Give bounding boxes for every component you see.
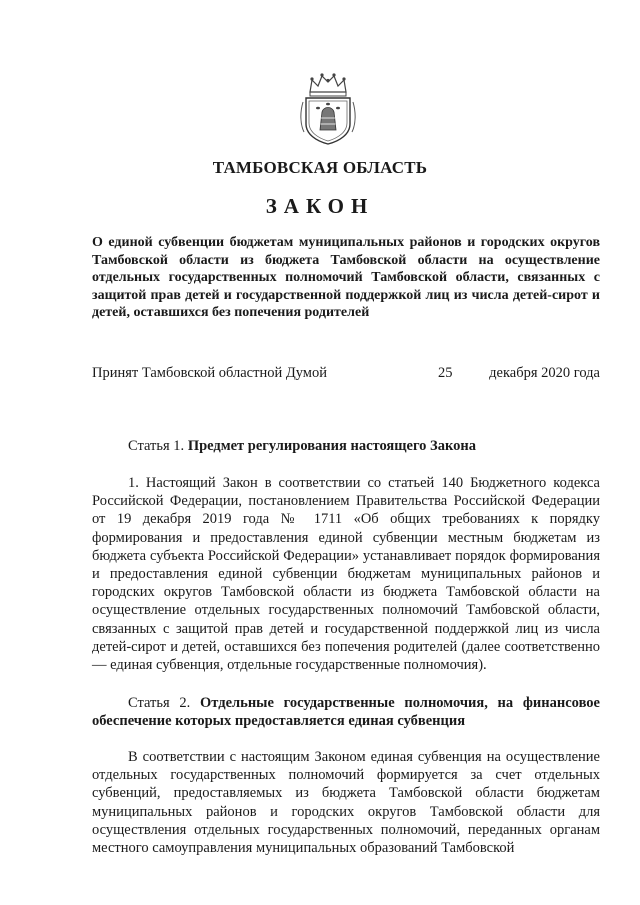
adoption-day: 25	[438, 365, 453, 381]
article-1-paragraph: 1. Настоящий Закон в соответствии со статьей 140 Бюджетного кодекса Российской Федерации, постановлением Правительства Российской Федерации от 19 декабря 2019 года № 1711 «Об общих требованиях к порядку формирования и предоставления единой субвенции местным бюджетам из бюджета субъекта Российской Федерации» устанавливает порядок формирования и предоставления единой субвенции бюджетам муниципальных районов и городских округов Тамбовской области из бюджета Тамбовской области на осуществление отдельных государственных полномочий Тамбовской области, связанных с защитой прав детей и государственной поддержкой лиц из числа детей-сирот и детей, оставшихся без попечения родителей (далее соответственно — единая субвенция, отдельные государственные полномочия).	[92, 475, 600, 674]
document-type-heading: ЗАКОН	[265, 194, 375, 218]
adopted-by: Принят Тамбовской областной Думой	[92, 365, 327, 381]
adoption-month-year: декабря 2020 года	[489, 365, 600, 381]
tambov-coat-of-arms-icon	[298, 68, 358, 148]
article-1-heading	[92, 437, 600, 455]
article-1-label: Статья 1.	[128, 438, 185, 454]
article-2-heading	[92, 694, 600, 730]
article-2-label: Статья 2.	[128, 695, 191, 711]
article-2-paragraph: В соответствии с настоящим Законом единая субвенция на осуществление отдельных государственных полномочий формируется за счет отдельных субвенций, предоставляемых из бюджета Тамбовской области бюджетам муниципальных районов и городских округов Тамбовской области для осуществления отдельных государственных полномочий, переданных органам местного самоуправления муниципальных образований Тамбовской	[92, 749, 600, 857]
adoption-line	[92, 364, 600, 382]
article-1-title: Предмет регулирования настоящего Закона	[187, 438, 476, 454]
law-title: О единой субвенции бюджетам муниципальных районов и городских округов Тамбовской области из бюджета Тамбовской области на осуществление отдельных государственных полномочий Тамбовской области, связанных с защитой прав детей и государственной поддержкой лиц из числа детей-сирот и детей, оставшихся без попечения родителей	[92, 235, 600, 321]
region-heading: ТАМБОВСКАЯ ОБЛАСТЬ	[212, 158, 428, 177]
article-2-title: Отдельные государственные полномочия, на финансовое обеспечение которых предоставляется единая субвенция	[92, 695, 600, 729]
